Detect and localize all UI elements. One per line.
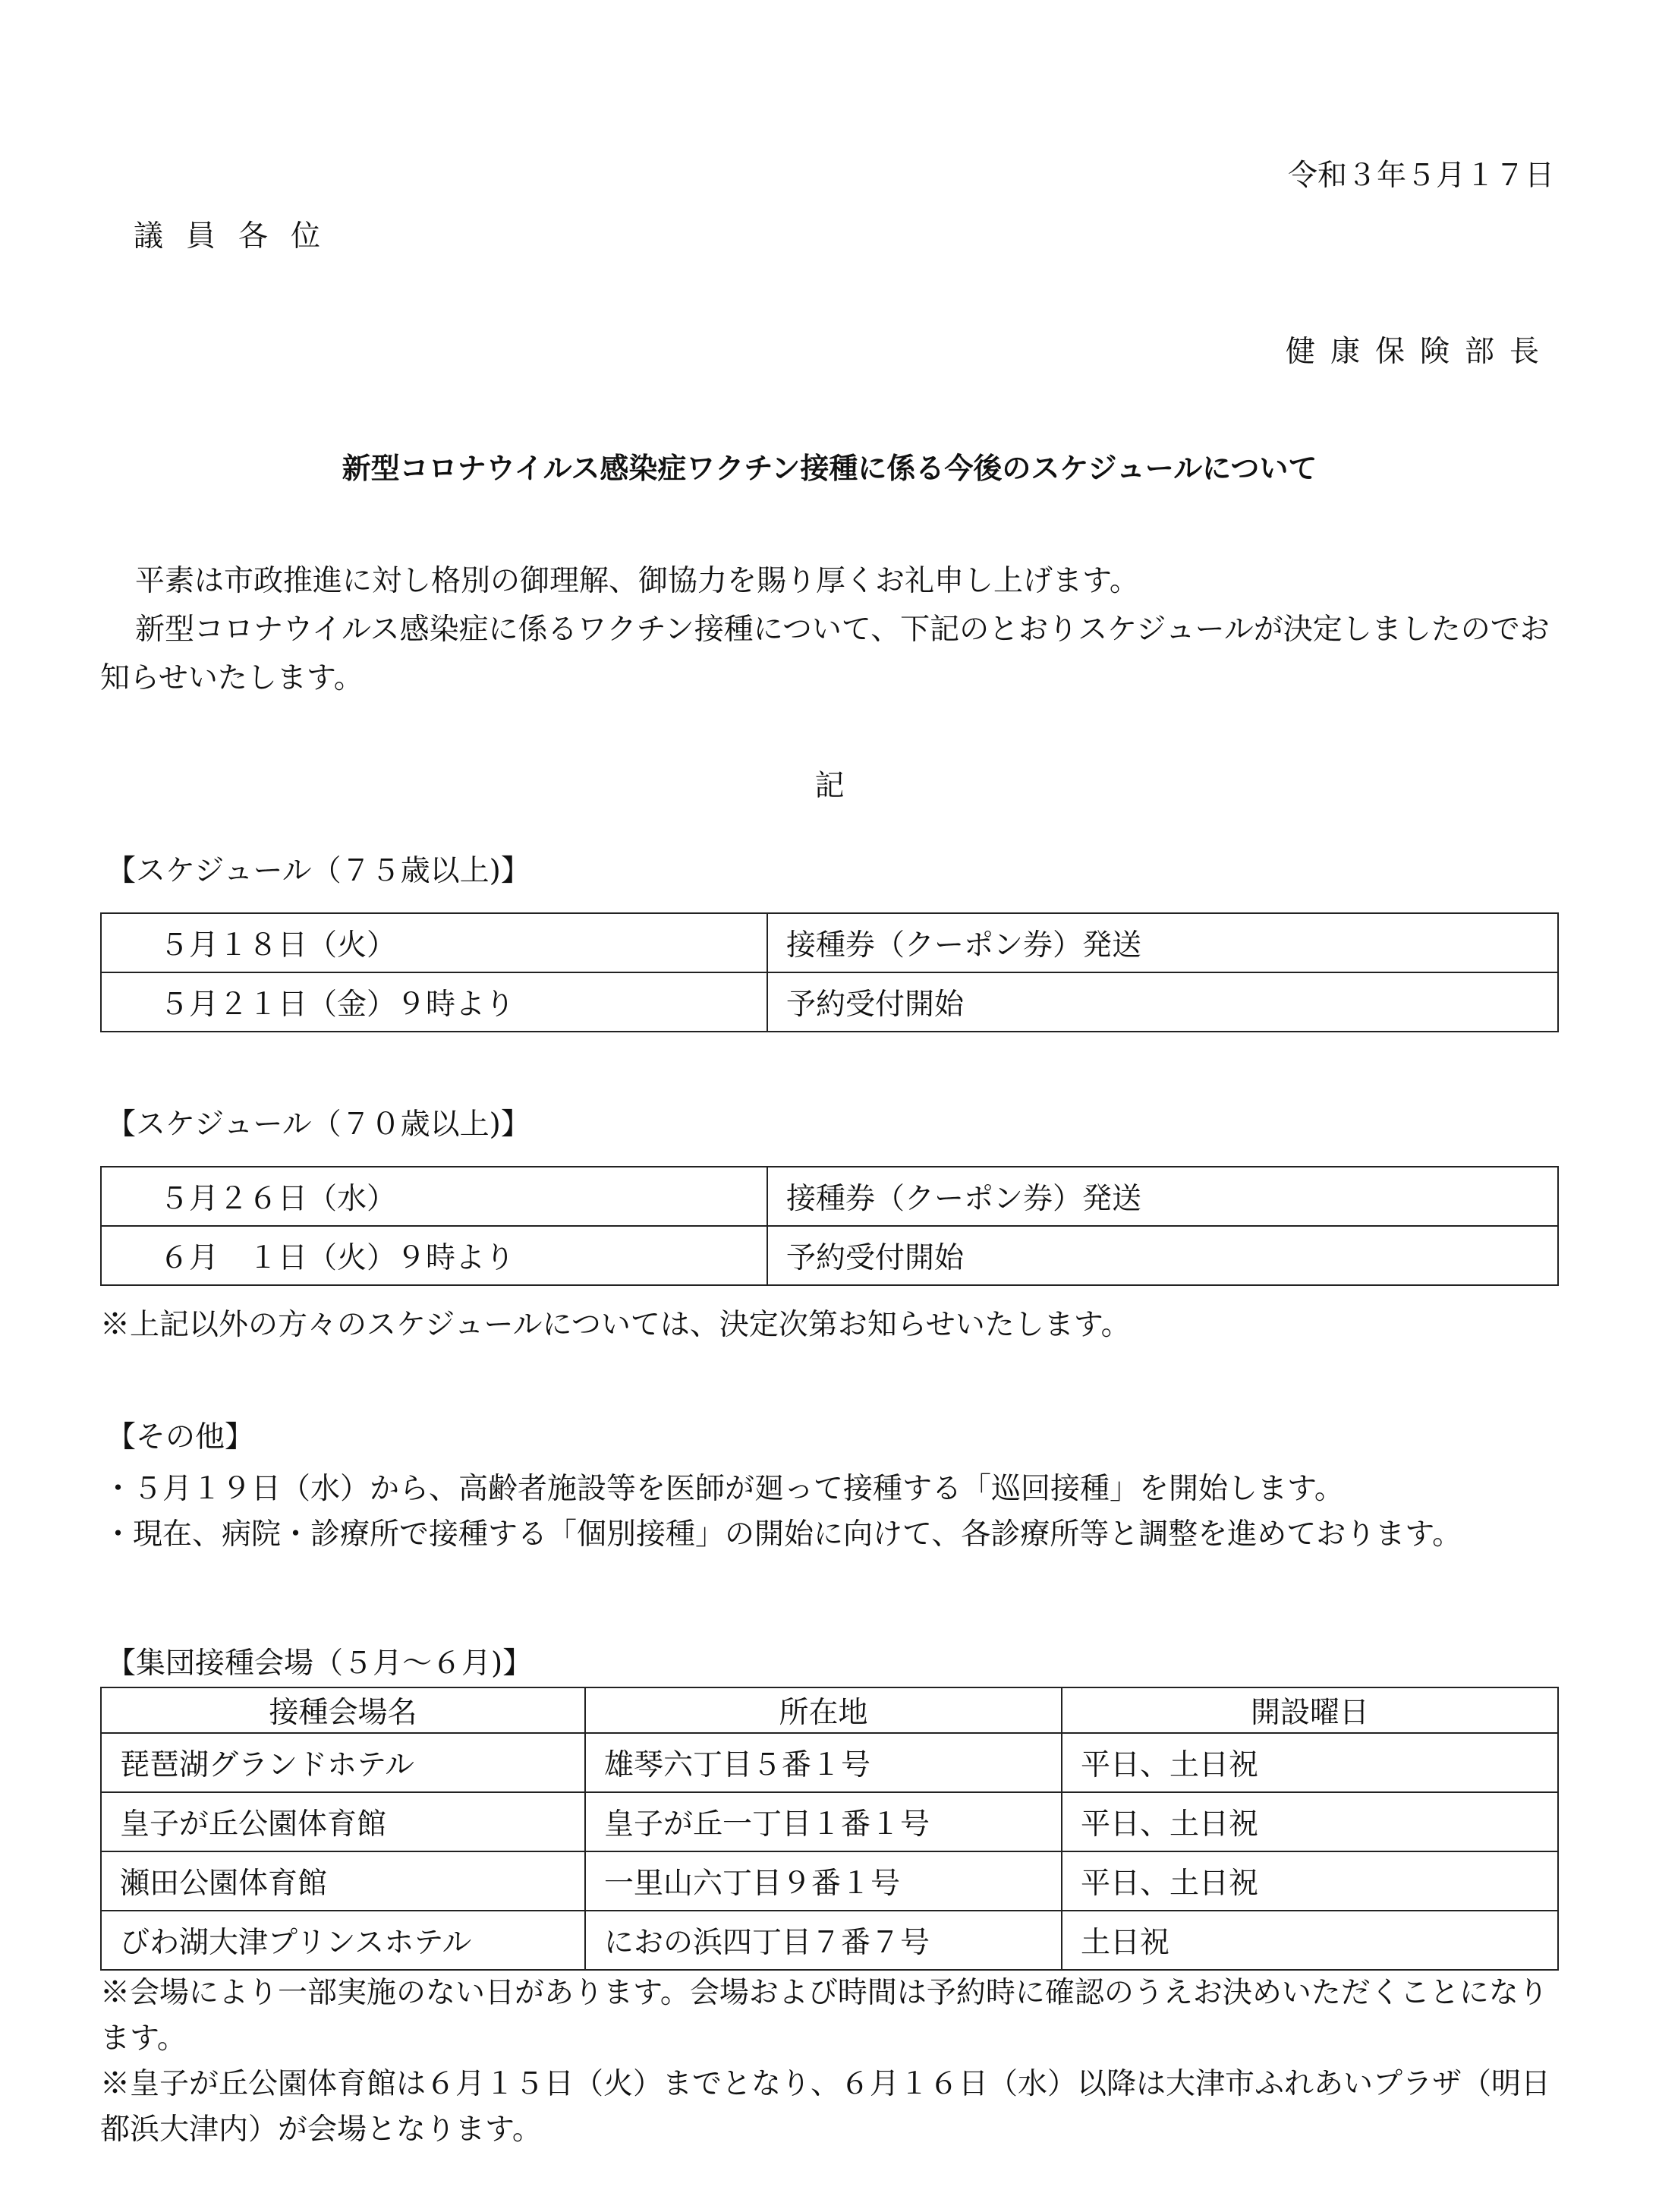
table-row bbox=[101, 1733, 1558, 1792]
table-header-row bbox=[101, 1687, 1558, 1733]
table-row bbox=[101, 1851, 1558, 1911]
table-row bbox=[101, 972, 1558, 1032]
venue-note: ※会場により一部実施のない日があります。会場および時間は予約時に確認のうえお決めいただくことになります。 bbox=[100, 1976, 1548, 2056]
schedule-date-cell: ６月 １日（火）９時より bbox=[101, 1226, 767, 1285]
schedule-75-heading: 【スケジュール（７５歳以上)】 bbox=[106, 854, 530, 888]
venue-address-cell: 皇子が丘一丁目１番１号 bbox=[585, 1792, 1062, 1851]
table-row bbox=[101, 913, 1558, 972]
schedule-75-table bbox=[100, 912, 1559, 1032]
list-item: ・現在、病院・診療所で接種する「個別接種」の開始に向けて、各診療所等と調整を進めております。 bbox=[103, 1517, 1462, 1552]
venue-address-cell: におの浜四丁目７番７号 bbox=[585, 1911, 1062, 1970]
column-header: 開設曜日 bbox=[1062, 1687, 1558, 1733]
ki-marker: 記 bbox=[814, 769, 845, 803]
greeting-paragraph: 平素は市政推進に対し格別の御理解、御協力を賜り厚くお礼申し上げます。 bbox=[135, 564, 1139, 598]
list-item: ・５月１９日（水）から、高齢者施設等を医師が廻って接種する「巡回接種」を開始します。 bbox=[103, 1472, 1344, 1506]
schedule-note: ※上記以外の方々のスケジュールについては、決定次第お知らせいたします。 bbox=[100, 1308, 1131, 1342]
schedule-event-cell: 接種券（クーポン券）発送 bbox=[767, 913, 1558, 972]
sender: 健康保険部長 bbox=[1285, 335, 1554, 369]
venue-days-cell: 平日、土日祝 bbox=[1062, 1792, 1558, 1851]
table-row bbox=[101, 1167, 1558, 1226]
announcement-paragraph: 新型コロナウイルス感染症に係るワクチン接種について、下記のとおりスケジュールが決定しましたのでお知らせいたします。 bbox=[100, 613, 1550, 695]
document-title: 新型コロナウイルス感染症ワクチン接種に係る今後のスケジュールについて bbox=[342, 452, 1317, 485]
venue-name-cell: びわ湖大津プリンスホテル bbox=[101, 1911, 585, 1970]
venue-address-cell: 雄琴六丁目５番１号 bbox=[585, 1733, 1062, 1792]
venue-address-cell: 一里山六丁目９番１号 bbox=[585, 1851, 1062, 1911]
venue-days-cell: 平日、土日祝 bbox=[1062, 1733, 1558, 1792]
recipient: 議員各位 bbox=[134, 219, 344, 254]
schedule-date-cell: ５月２６日（水） bbox=[101, 1167, 767, 1226]
venue-note: ※皇子が丘公園体育館は６月１５日（火）までとなり、６月１６日（水）以降は大津市ふれあいプラザ（明日都浜大津内）が会場となります。 bbox=[100, 2067, 1551, 2147]
schedule-date-cell: ５月２１日（金）９時より bbox=[101, 972, 767, 1032]
table-row bbox=[101, 1226, 1558, 1285]
schedule-70-heading: 【スケジュール（７０歳以上)】 bbox=[106, 1108, 530, 1142]
venue-name-cell: 琵琶湖グランドホテル bbox=[101, 1733, 585, 1792]
venues-table bbox=[100, 1687, 1559, 1971]
table-row bbox=[101, 1911, 1558, 1970]
column-header: 所在地 bbox=[585, 1687, 1062, 1733]
schedule-date-cell: ５月１８日（火） bbox=[101, 913, 767, 972]
schedule-event-cell: 予約受付開始 bbox=[767, 972, 1558, 1032]
venue-name-cell: 皇子が丘公園体育館 bbox=[101, 1792, 585, 1851]
venues-heading: 【集団接種会場（５月～６月)】 bbox=[106, 1646, 533, 1681]
other-heading: 【その他】 bbox=[106, 1420, 255, 1454]
venue-name-cell: 瀬田公園体育館 bbox=[101, 1851, 585, 1911]
schedule-event-cell: 接種券（クーポン券）発送 bbox=[767, 1167, 1558, 1226]
table-row bbox=[101, 1792, 1558, 1851]
schedule-event-cell: 予約受付開始 bbox=[767, 1226, 1558, 1285]
venue-days-cell: 土日祝 bbox=[1062, 1911, 1558, 1970]
column-header: 接種会場名 bbox=[101, 1687, 585, 1733]
venue-days-cell: 平日、土日祝 bbox=[1062, 1851, 1558, 1911]
document-date: 令和３年５月１７日 bbox=[1287, 159, 1554, 193]
schedule-70-table bbox=[100, 1166, 1559, 1286]
